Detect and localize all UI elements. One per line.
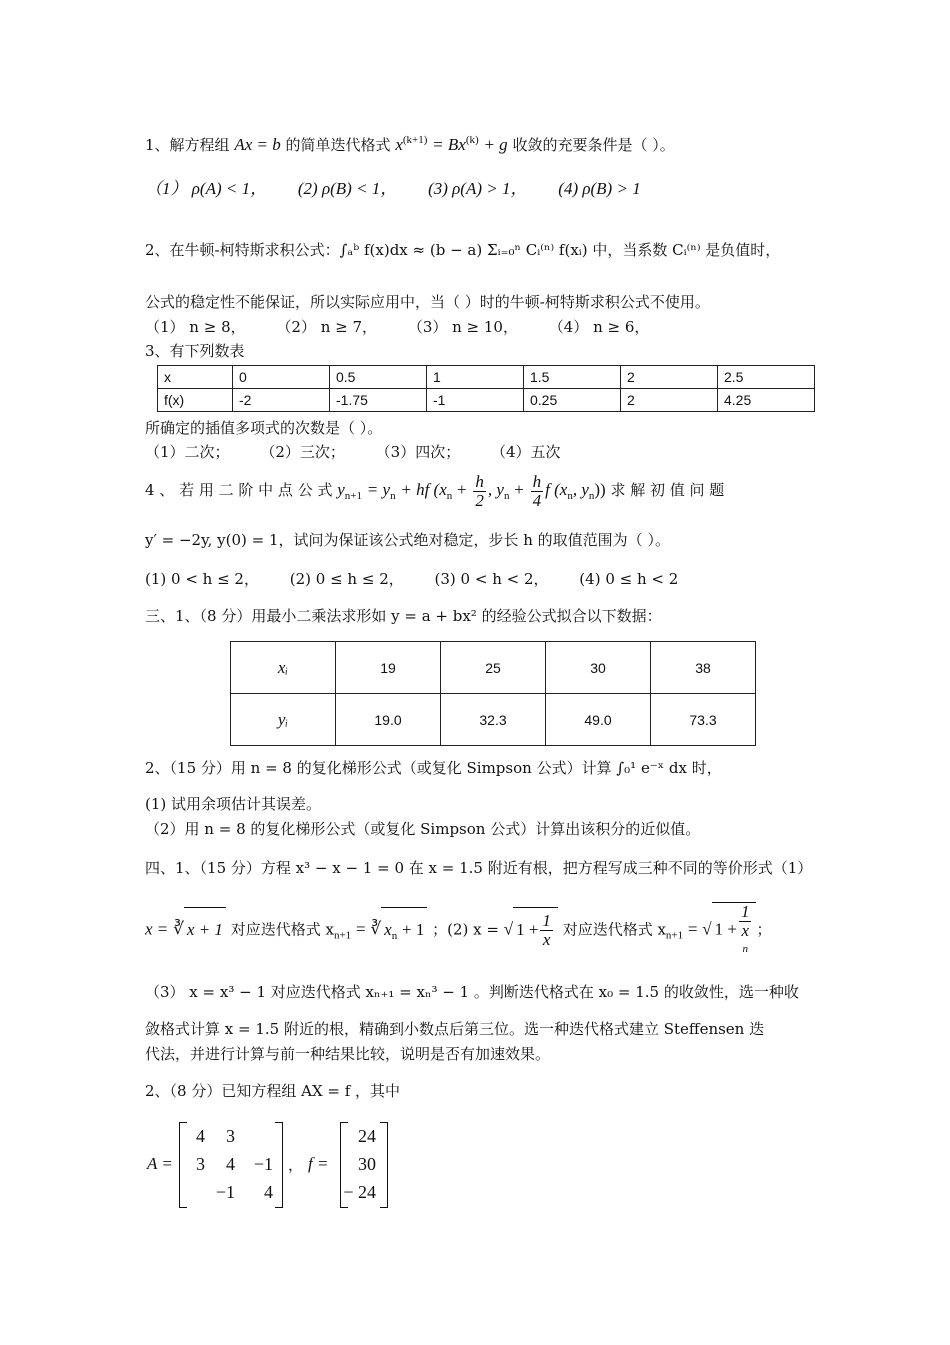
q3-question: 所确定的插值多项式的次数是（ ）。 [145, 419, 383, 437]
vector-cell: 30 [358, 1154, 376, 1174]
sec4-q1-line4: 敛格式计算 x = 1.5 附近的根，精确到小数点后第三位。选一种迭代格式建立 Steffensen 迭 [145, 1020, 765, 1038]
q4-option-4: (4) 0 ≤ h < 2 [579, 570, 679, 588]
q1-option-4: (4) ρ(B) > 1 [558, 179, 641, 198]
table-cell: -2 [233, 389, 330, 412]
table-row [158, 389, 815, 412]
vector-f-right-bracket [380, 1122, 388, 1208]
table-cell: 0.5 [330, 366, 427, 389]
q2-options [145, 317, 675, 337]
matrix-a-right-bracket [275, 1122, 283, 1208]
matrix-cell: −1 [215, 1182, 235, 1202]
q4-option-1: (1) 0 < h ≤ 2， [145, 570, 259, 588]
table-cell: xᵢ [231, 642, 336, 694]
sec3-q1-title: 三、1、（8 分）用最小二乘法求形如 y = a + bx² 的经验公式拟合以下数据： [145, 607, 662, 625]
q2-option-4: （4） n ≥ 6， [548, 318, 650, 336]
q1-option-2: (2) ρ(B) < 1， [297, 179, 398, 198]
table-row [231, 694, 756, 746]
table-cell: 25 [441, 642, 546, 694]
table-cell: 30 [546, 642, 651, 694]
matrix-cell: 4 [264, 1182, 273, 1202]
vector-cell: − 24 [343, 1182, 376, 1202]
q2-option-1: （1） n ≥ 8， [145, 318, 246, 336]
q3-option-2: （2）三次； [260, 443, 345, 461]
sec3-data-table [230, 641, 756, 746]
q3-options [145, 442, 587, 462]
sec4-q1-line5: 代法，并进行计算与前一种结果比较，说明是否有加速效果。 [145, 1045, 551, 1063]
table-cell: 38 [651, 642, 756, 694]
q2-option-2: （2） n ≥ 7， [276, 318, 378, 336]
table-cell: 2 [621, 389, 718, 412]
q4-options [145, 569, 704, 589]
matrix-cell: 4 [196, 1126, 205, 1146]
table-cell: -1.75 [330, 389, 427, 412]
q2-option-3: （3） n ≥ 10， [407, 318, 518, 336]
table-cell: x [158, 366, 233, 389]
vector-cell: 24 [358, 1126, 376, 1146]
table-cell: 2 [621, 366, 718, 389]
q3-option-1: （1）二次； [145, 443, 230, 461]
sec3-q2-part1: (1) 试用余项估计其误差。 [145, 795, 322, 813]
table-cell: -1 [427, 389, 524, 412]
matrix-equation: A = 4 3 3 4 −1 −1 4 ， f = 24 30 − 24 [145, 1122, 395, 1208]
table-cell: 49.0 [546, 694, 651, 746]
sec4-q1-line2: x = ∛ x + 1 对应迭代格式 $x_{n+1}$ = ∛ $x_n + 1$ ；(2) x = √ 1 + $\frac{1}{x}$ 对应迭代格式 $x_{n+1}$ = √ 1 + 1 x n ； [145, 902, 772, 958]
q4-option-3: (3) 0 < h < 2， [434, 570, 549, 588]
sec4-q1-line3: （3） x = x³ − 1 对应迭代格式 xₙ₊₁ = xₙ³ − 1 。判断迭代格式在 x₀ = 1.5 的收敛性，选一种收 [145, 983, 799, 1001]
q4-option-2: (2) 0 ≤ h ≤ 2， [289, 570, 404, 588]
table-cell: 1 [427, 366, 524, 389]
sec4-q1-line1: 四、1、（15 分）方程 x³ − x − 1 = 0 在 x = 1.5 附近有根，把方程写成三种不同的等价形式（1） [145, 859, 813, 877]
q3-title: 3、有下列数表 [145, 342, 245, 360]
table-cell: 0 [233, 366, 330, 389]
table-cell: yᵢ [231, 694, 336, 746]
table-cell: 32.3 [441, 694, 546, 746]
table-cell: 0.25 [524, 389, 621, 412]
q4-stem-line1: 4 、 若 用 二 阶 中 点 公 式 $y_{n+1} = y_n$ + hf ($x_n$ + $\frac{h}{2}$ , $y_n$ + $\frac{h}{4}$ f ($x_n$, $y_n$)) 求 解 初 值 问 题 [145, 471, 725, 510]
matrix-cell: −1 [253, 1154, 273, 1174]
matrix-cell: 3 [226, 1126, 235, 1146]
table-cell: 1.5 [524, 366, 621, 389]
table-cell: 2.5 [718, 366, 815, 389]
q3-option-4: （4）五次 [490, 443, 561, 461]
q2-stem-line1: 2、在牛顿-柯特斯求积公式：∫ₐᵇ f(x)dx ≈ (b − a) Σᵢ₌₀ⁿ Cᵢ⁽ⁿ⁾ f(xᵢ) 中，当系数 Cᵢ⁽ⁿ⁾ 是负值时， [145, 241, 781, 259]
q3-data-table [157, 365, 815, 412]
matrix-a-label: A = [147, 1154, 173, 1173]
matrix-cell: 3 [196, 1154, 205, 1174]
matrix-cell: 4 [226, 1154, 235, 1174]
table-cell: 19 [336, 642, 441, 694]
q1-options [145, 179, 667, 199]
q1-stem: 1、解方程组 Ax = b 的简单迭代格式 $x^{(k+1)} = Bx^{(k)} + g$ 收敛的充要条件是（ ）。 [145, 134, 675, 154]
q1-option-3: (3) ρ(A) > 1， [428, 179, 528, 198]
q1-option-1: （1） ρ(A) < 1， [145, 179, 268, 198]
table-row [231, 642, 756, 694]
sec4-q2-title: 2、（8 分）已知方程组 AX = f ，其中 [145, 1082, 401, 1100]
table-cell: 4.25 [718, 389, 815, 412]
table-cell: 73.3 [651, 694, 756, 746]
q3-option-3: （3）四次； [375, 443, 461, 461]
sec3-q2-part2: （2）用 n = 8 的复化梯形公式（或复化 Simpson 公式）计算出该积分的近似值。 [145, 820, 701, 838]
vector-f-label: f = [308, 1154, 329, 1173]
q2-stem-line2: 公式的稳定性不能保证，所以实际应用中，当（ ）时的牛顿-柯特斯求积公式不使用。 [145, 293, 710, 311]
table-cell: 19.0 [336, 694, 441, 746]
q4-stem-line2: y′ = −2y, y(0) = 1，试问为保证该公式绝对稳定，步长 h 的取值范围为（ ）。 [145, 531, 670, 549]
sec3-q2-title: 2、（15 分）用 n = 8 的复化梯形公式（或复化 Simpson 公式）计算 ∫₀¹ e⁻ˣ dx 时， [145, 759, 722, 777]
table-cell: f(x) [158, 389, 233, 412]
table-row [158, 366, 815, 389]
